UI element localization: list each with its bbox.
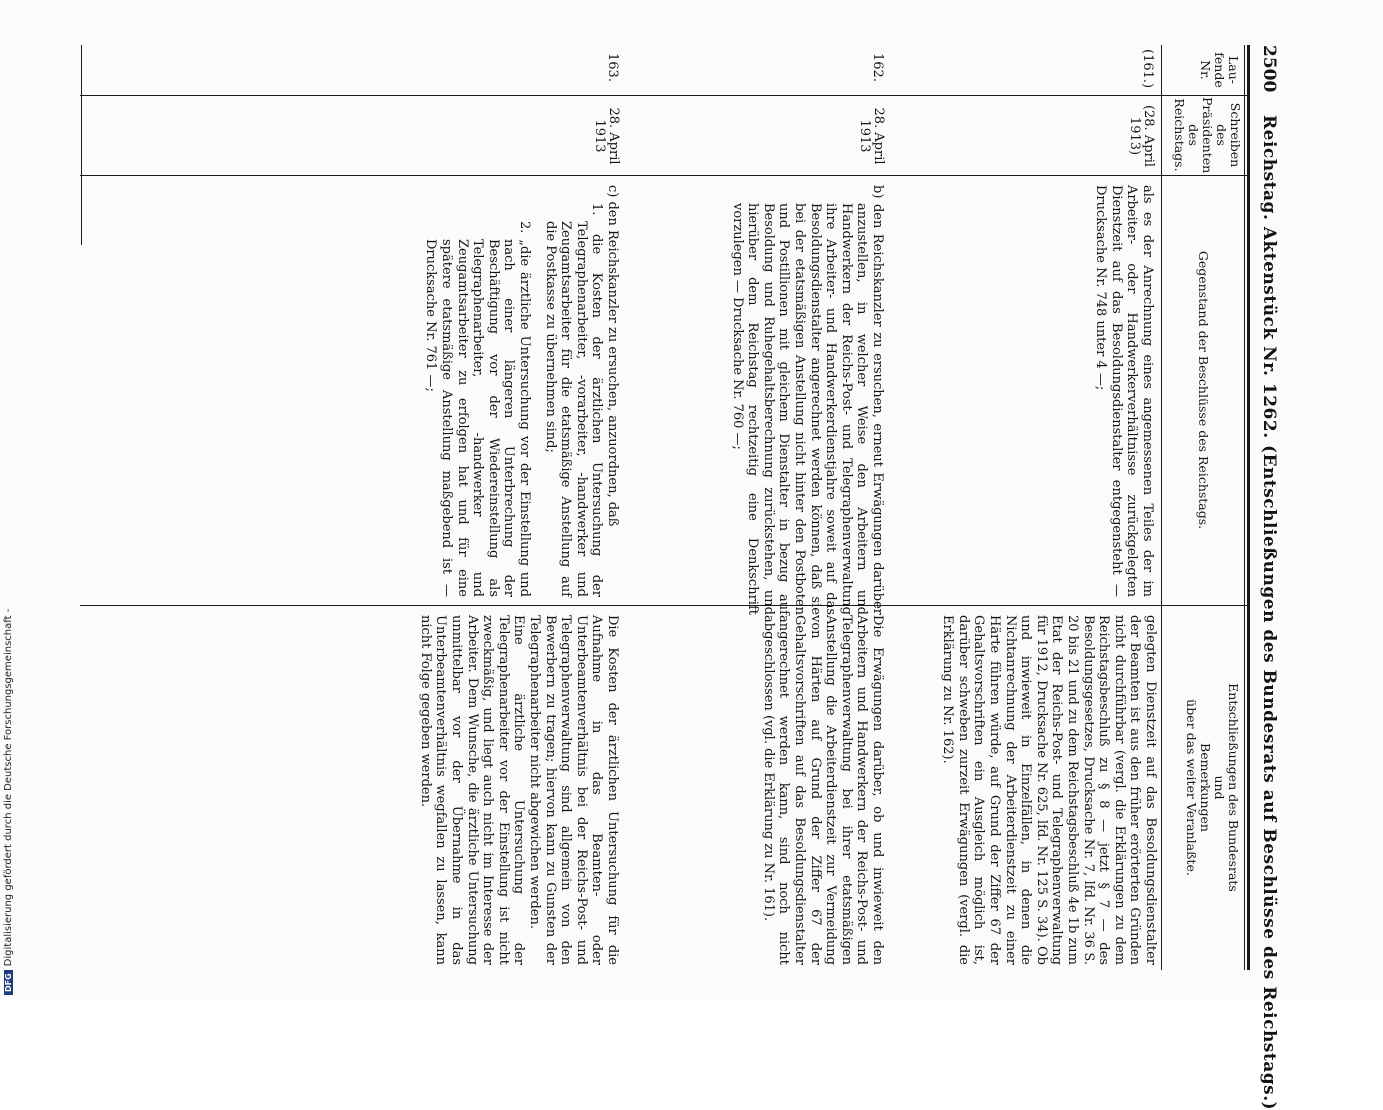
table-top-rule	[1247, 45, 1250, 970]
header-gegenstand: Gegenstand der Beschlüsse des Reichstags.	[1196, 250, 1211, 530]
row-161-date: (28. April 1913)	[1127, 104, 1156, 168]
table-top-rule-thin	[1244, 45, 1245, 970]
row-162-date: 28. April 1913	[857, 107, 886, 165]
row-163-entschliessung-paragraph-2: Eine ärztliche Untersuchung der Telegraphenarbeiter vor der Einstellung ist nicht zweckmäßig, und liegt auch nicht im Interesse der Arbeiter. Dem Wunsche, die ärztliche Untersuchung unmittelbar vor der Übernahme in das Unterbeamtenverhältnis wegfallen zu lassen, kann nicht Folge gegeben werden.	[417, 615, 527, 965]
digitization-credit-text: Digitalisierung gefördert durch die Deutsche Forschungsgemeinschaft -	[3, 608, 14, 967]
row-163-intro: c) den Reichskanzler zu ersuchen, anzuordnen, daß	[605, 185, 620, 527]
row-163-item-1: 1. die Kosten der ärztlichen Untersuchung der Telegraphenarbeiter, -vorarbeiter, -handwerker und Zeugamtsarbeiter für die etatsmäßige Anstellung auf die Postkasse zu übernehmen sind;	[542, 203, 605, 597]
rotated-document-page	[50, 45, 1280, 1110]
row-163-entschliessung	[417, 615, 620, 965]
row-162-gegenstand-paragraph: b) den Reichskanzler zu ersuchen, erneut Erwägungen darüber anzustellen, in welcher Weise den Arbeitern und Handwerkern der Reichs-Post- und Telegraphenverwaltung ihre Arbeiter- und Handwerkerdienstjahre soweit auf das Besoldungsdienstalter angerechnet werden können, daß sie bei der etatsmäßigen Anstellung nicht hinter den Postboten und Postillionen mit gleichem Dienstalter in bezug auf Besoldung und Ruhegehaltsberechnung zurückstehen, und hierüber dem Reichstag rechtzeitig eine Denkschrift vorzulegen — Drucksache Nr. 760 —;	[729, 185, 885, 615]
row-162-entschliessung-paragraph: Die Erwägungen darüber, ob und inwieweit den Arbeitern und Handwerkern der Reichs-Post- und Telegraphenverwaltung bei ihrer etatsmäßigen Anstellung die Arbeiterdienstzeit zur Vermeidung von Härten auf Grund der Ziffer 67 der Gehaltsvorschriften auf das Besoldungsdienstalter angerechnet werden kann, sind noch nicht abgeschlossen (vgl. die Erklärung zu Nr. 161).	[760, 615, 885, 965]
column-rule-1	[80, 95, 1250, 96]
row-161-gegenstand-paragraph: als es der Anrechnung eines angemessenen Teiles der im Arbeiter- oder Handwerkerverhältnisse zurückgelegten Dienstzeit auf das Besoldungsdienstalter entgegensteht — Drucksache Nr. 748 unter 4 —;	[1093, 185, 1155, 597]
column-rule-2	[80, 175, 1250, 176]
row-163-entschliessung-paragraph-1: Die Kosten der ärztlichen Untersuchung für die Aufnahme in das Beamten- oder Unterbeamtenverhältnis bei der Reichs-Post- und Telegraphenverwaltung sind allgemein von den Bewerbern zu tragen; hiervon kann zu Gunsten der Telegraphenarbeiter nicht abgewichen werden.	[527, 615, 620, 965]
row-161-number: (161.)	[1140, 49, 1155, 89]
row-163-number: 163.	[605, 53, 620, 82]
page-number: 2500	[1259, 45, 1279, 93]
running-head-title: Reichstag. Aktenstück Nr. 1262. (Entschließungen des Bundesrats auf Beschlüsse des Reichstags.)	[1259, 115, 1279, 1110]
row-163-gegenstand	[423, 185, 620, 597]
row-162-number: 162.	[870, 53, 885, 82]
header-schreiben: Schreiben des Präsidenten des Reichstags.	[1172, 97, 1243, 174]
header-laufende-nr: Lau- fende Nr.	[1198, 52, 1241, 88]
running-head	[1250, 45, 1280, 1110]
header-entschliessungen: Entschließungen des Bundesrats und Bemerkungen über das weiter Veranlaßte.	[1184, 683, 1241, 892]
row-163-date: 28. April 1913	[592, 107, 621, 165]
row-161-entschliessung	[940, 615, 1158, 965]
row-162-entschliessung	[760, 615, 885, 965]
table-bottom-rule	[81, 45, 82, 245]
row-161-entschliessung-paragraph: gelegten Dienstzeit auf das Besoldungsdienstalter der Beamten ist aus den früher erörterten Gründen nicht durchführbar (vergl. die Erklärungen zu dem Reichstagsbeschluß zu § 8 — jetzt § 7 — des Besoldungsgesetzes, Drucksache Nr. 7, lfd. Nr. 36 S. 20 bis 21 und zu dem Reichstagsbeschluß 4e 1b zum Etat der Reichs-Post- und Telegraphenverwaltung für 1912, Drucksache Nr. 625, lfd. Nr. 125 S. 34). Ob und inwieweit in Einzelfällen, in denen die Nichtanrechnung der Arbeiterdienstzeit zu einer Härte führen würde, auf Grund der Ziffer 67 der Gehaltsvorschriften ein Ausgleich möglich ist, darüber schweben zurzeit Erwägungen (vergl. die Erklärung zu Nr. 162).	[940, 615, 1158, 965]
row-161-gegenstand	[1093, 185, 1155, 597]
row-162-gegenstand	[729, 185, 885, 615]
header-bottom-rule	[1161, 45, 1162, 970]
row-163-item-2: 2. „die ärztliche Untersuchung vor der Einstellung und nach einer längeren Unterbrechung der Beschäftigung vor der Wiedereinstellung als Telegraphenarbeiter, -handwerker und Zeugamtsarbeiter zu erfolgen hat und für eine spätere etatsmäßige Anstellung maßgebend ist — Drucksache Nr. 761 —;	[423, 221, 533, 597]
dfg-logo: DFG	[4, 970, 13, 995]
column-rule-3	[80, 605, 1250, 606]
digitization-credit	[3, 0, 17, 995]
